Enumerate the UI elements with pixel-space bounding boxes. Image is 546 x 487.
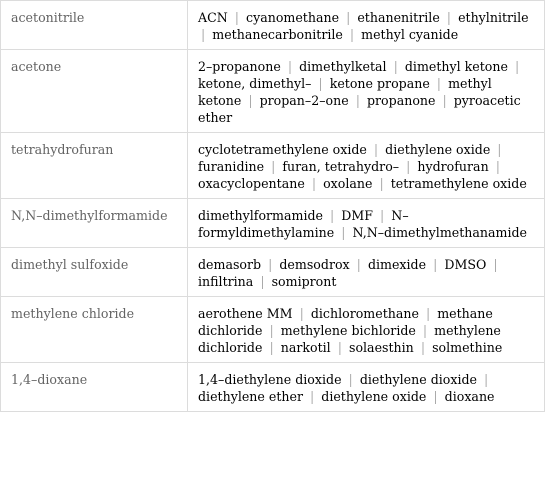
synonym-list xyxy=(188,50,545,133)
separator: | xyxy=(346,10,351,25)
synonym: ketone propane xyxy=(329,76,430,91)
synonym-list xyxy=(188,1,545,50)
separator: | xyxy=(514,59,520,74)
synonym: oxacyclopentane xyxy=(198,176,305,191)
separator: | xyxy=(268,257,273,272)
compound-name: methylene chloride xyxy=(1,297,188,363)
synonym: cyclotetramethylene oxide xyxy=(198,142,367,157)
compound-name: dimethyl sulfoxide xyxy=(1,248,188,297)
synonym: N,N–dimethylmethanamide xyxy=(352,225,527,240)
table-row xyxy=(1,1,545,50)
synonym-list xyxy=(188,297,545,363)
synonym: demsodrox xyxy=(279,257,350,272)
synonym: methane dichloride xyxy=(198,306,493,338)
synonym: demasorb xyxy=(198,257,262,272)
separator: | xyxy=(484,372,489,387)
synonym: dimethyl ketone xyxy=(404,59,508,74)
separator: | xyxy=(422,323,428,338)
synonym: furan, tetrahydro– xyxy=(282,159,400,174)
separator: | xyxy=(425,306,431,321)
synonym: methyl cyanide xyxy=(361,27,459,42)
separator: | xyxy=(433,257,438,272)
separator: | xyxy=(260,274,265,289)
synonym-list xyxy=(188,248,545,297)
separator: | xyxy=(201,27,206,42)
separator: | xyxy=(497,142,502,157)
table-row xyxy=(1,133,545,199)
synonym: methyl ketone xyxy=(198,76,492,108)
synonym: ACN xyxy=(198,10,228,25)
synonym: tetramethylene oxide xyxy=(390,176,527,191)
separator: | xyxy=(406,159,411,174)
synonym-list xyxy=(188,133,545,199)
synonym: dimethylketal xyxy=(299,59,387,74)
separator: | xyxy=(393,59,398,74)
separator: | xyxy=(380,208,385,223)
table-row xyxy=(1,50,545,133)
synonym: hydrofuran xyxy=(417,159,489,174)
compound-name: 1,4–dioxane xyxy=(1,363,188,412)
synonym: methylene dichloride xyxy=(198,323,501,355)
separator: | xyxy=(433,389,438,404)
synonym-list xyxy=(188,199,545,248)
table-body xyxy=(1,1,545,412)
synonym: diethylene ether xyxy=(198,389,303,404)
synonym: methanecarbonitrile xyxy=(212,27,343,42)
synonym: propan–2–one xyxy=(259,93,349,108)
synonym: dichloromethane xyxy=(310,306,419,321)
synonym: propanone xyxy=(366,93,436,108)
separator: | xyxy=(355,93,360,108)
separator: | xyxy=(341,225,346,240)
separator: | xyxy=(287,59,293,74)
synonym: ethanenitrile xyxy=(357,10,440,25)
separator: | xyxy=(436,76,442,91)
synonym-list xyxy=(188,363,545,412)
synonym: dimexide xyxy=(367,257,427,272)
synonym: N–formyldimethylamine xyxy=(198,208,409,240)
synonym: oxolane xyxy=(323,176,373,191)
separator: | xyxy=(318,76,323,91)
synonym: diethylene oxide xyxy=(385,142,491,157)
synonym: pyroacetic ether xyxy=(198,93,521,125)
compound-name: N,N–dimethylformamide xyxy=(1,199,188,248)
separator: | xyxy=(271,159,276,174)
synonym: ethylnitrile xyxy=(458,10,529,25)
synonym: methylene bichloride xyxy=(280,323,416,338)
separator: | xyxy=(373,142,379,157)
separator: | xyxy=(495,159,500,174)
separator: | xyxy=(248,93,253,108)
separator: | xyxy=(356,257,361,272)
synonym: solmethine xyxy=(432,340,503,355)
separator: | xyxy=(446,10,452,25)
separator: | xyxy=(330,208,335,223)
synonym: narkotil xyxy=(280,340,331,355)
separator: | xyxy=(348,372,353,387)
separator: | xyxy=(310,389,315,404)
synonym: infiltrina xyxy=(198,274,254,289)
compound-name: tetrahydrofuran xyxy=(1,133,188,199)
separator: | xyxy=(299,306,304,321)
compound-name: acetone xyxy=(1,50,188,133)
synonym: 2–propanone xyxy=(198,59,281,74)
synonym: dioxane xyxy=(444,389,495,404)
synonym: somipront xyxy=(271,274,337,289)
synonym: dimethylformamide xyxy=(198,208,323,223)
separator: | xyxy=(337,340,342,355)
table-row xyxy=(1,199,545,248)
synonym: diethylene oxide xyxy=(321,389,427,404)
table-row xyxy=(1,363,545,412)
separator: | xyxy=(234,10,240,25)
separator: | xyxy=(269,323,274,338)
synonym: DMSO xyxy=(444,257,487,272)
separator: | xyxy=(269,340,274,355)
table-row xyxy=(1,297,545,363)
separator: | xyxy=(493,257,498,272)
synonym: aerothene MM xyxy=(198,306,293,321)
separator: | xyxy=(349,27,355,42)
synonym: diethylene dioxide xyxy=(359,372,478,387)
synonym: DMF xyxy=(341,208,374,223)
separator: | xyxy=(442,93,447,108)
table-row xyxy=(1,248,545,297)
synonym: ketone, dimethyl– xyxy=(198,76,312,91)
separator: | xyxy=(311,176,317,191)
synonym: cyanomethane xyxy=(246,10,340,25)
synonym: furanidine xyxy=(198,159,265,174)
separator: | xyxy=(420,340,426,355)
compound-name: acetonitrile xyxy=(1,1,188,50)
synonym: 1,4–diethylene dioxide xyxy=(198,372,342,387)
separator: | xyxy=(379,176,384,191)
synonym: solaesthin xyxy=(348,340,414,355)
